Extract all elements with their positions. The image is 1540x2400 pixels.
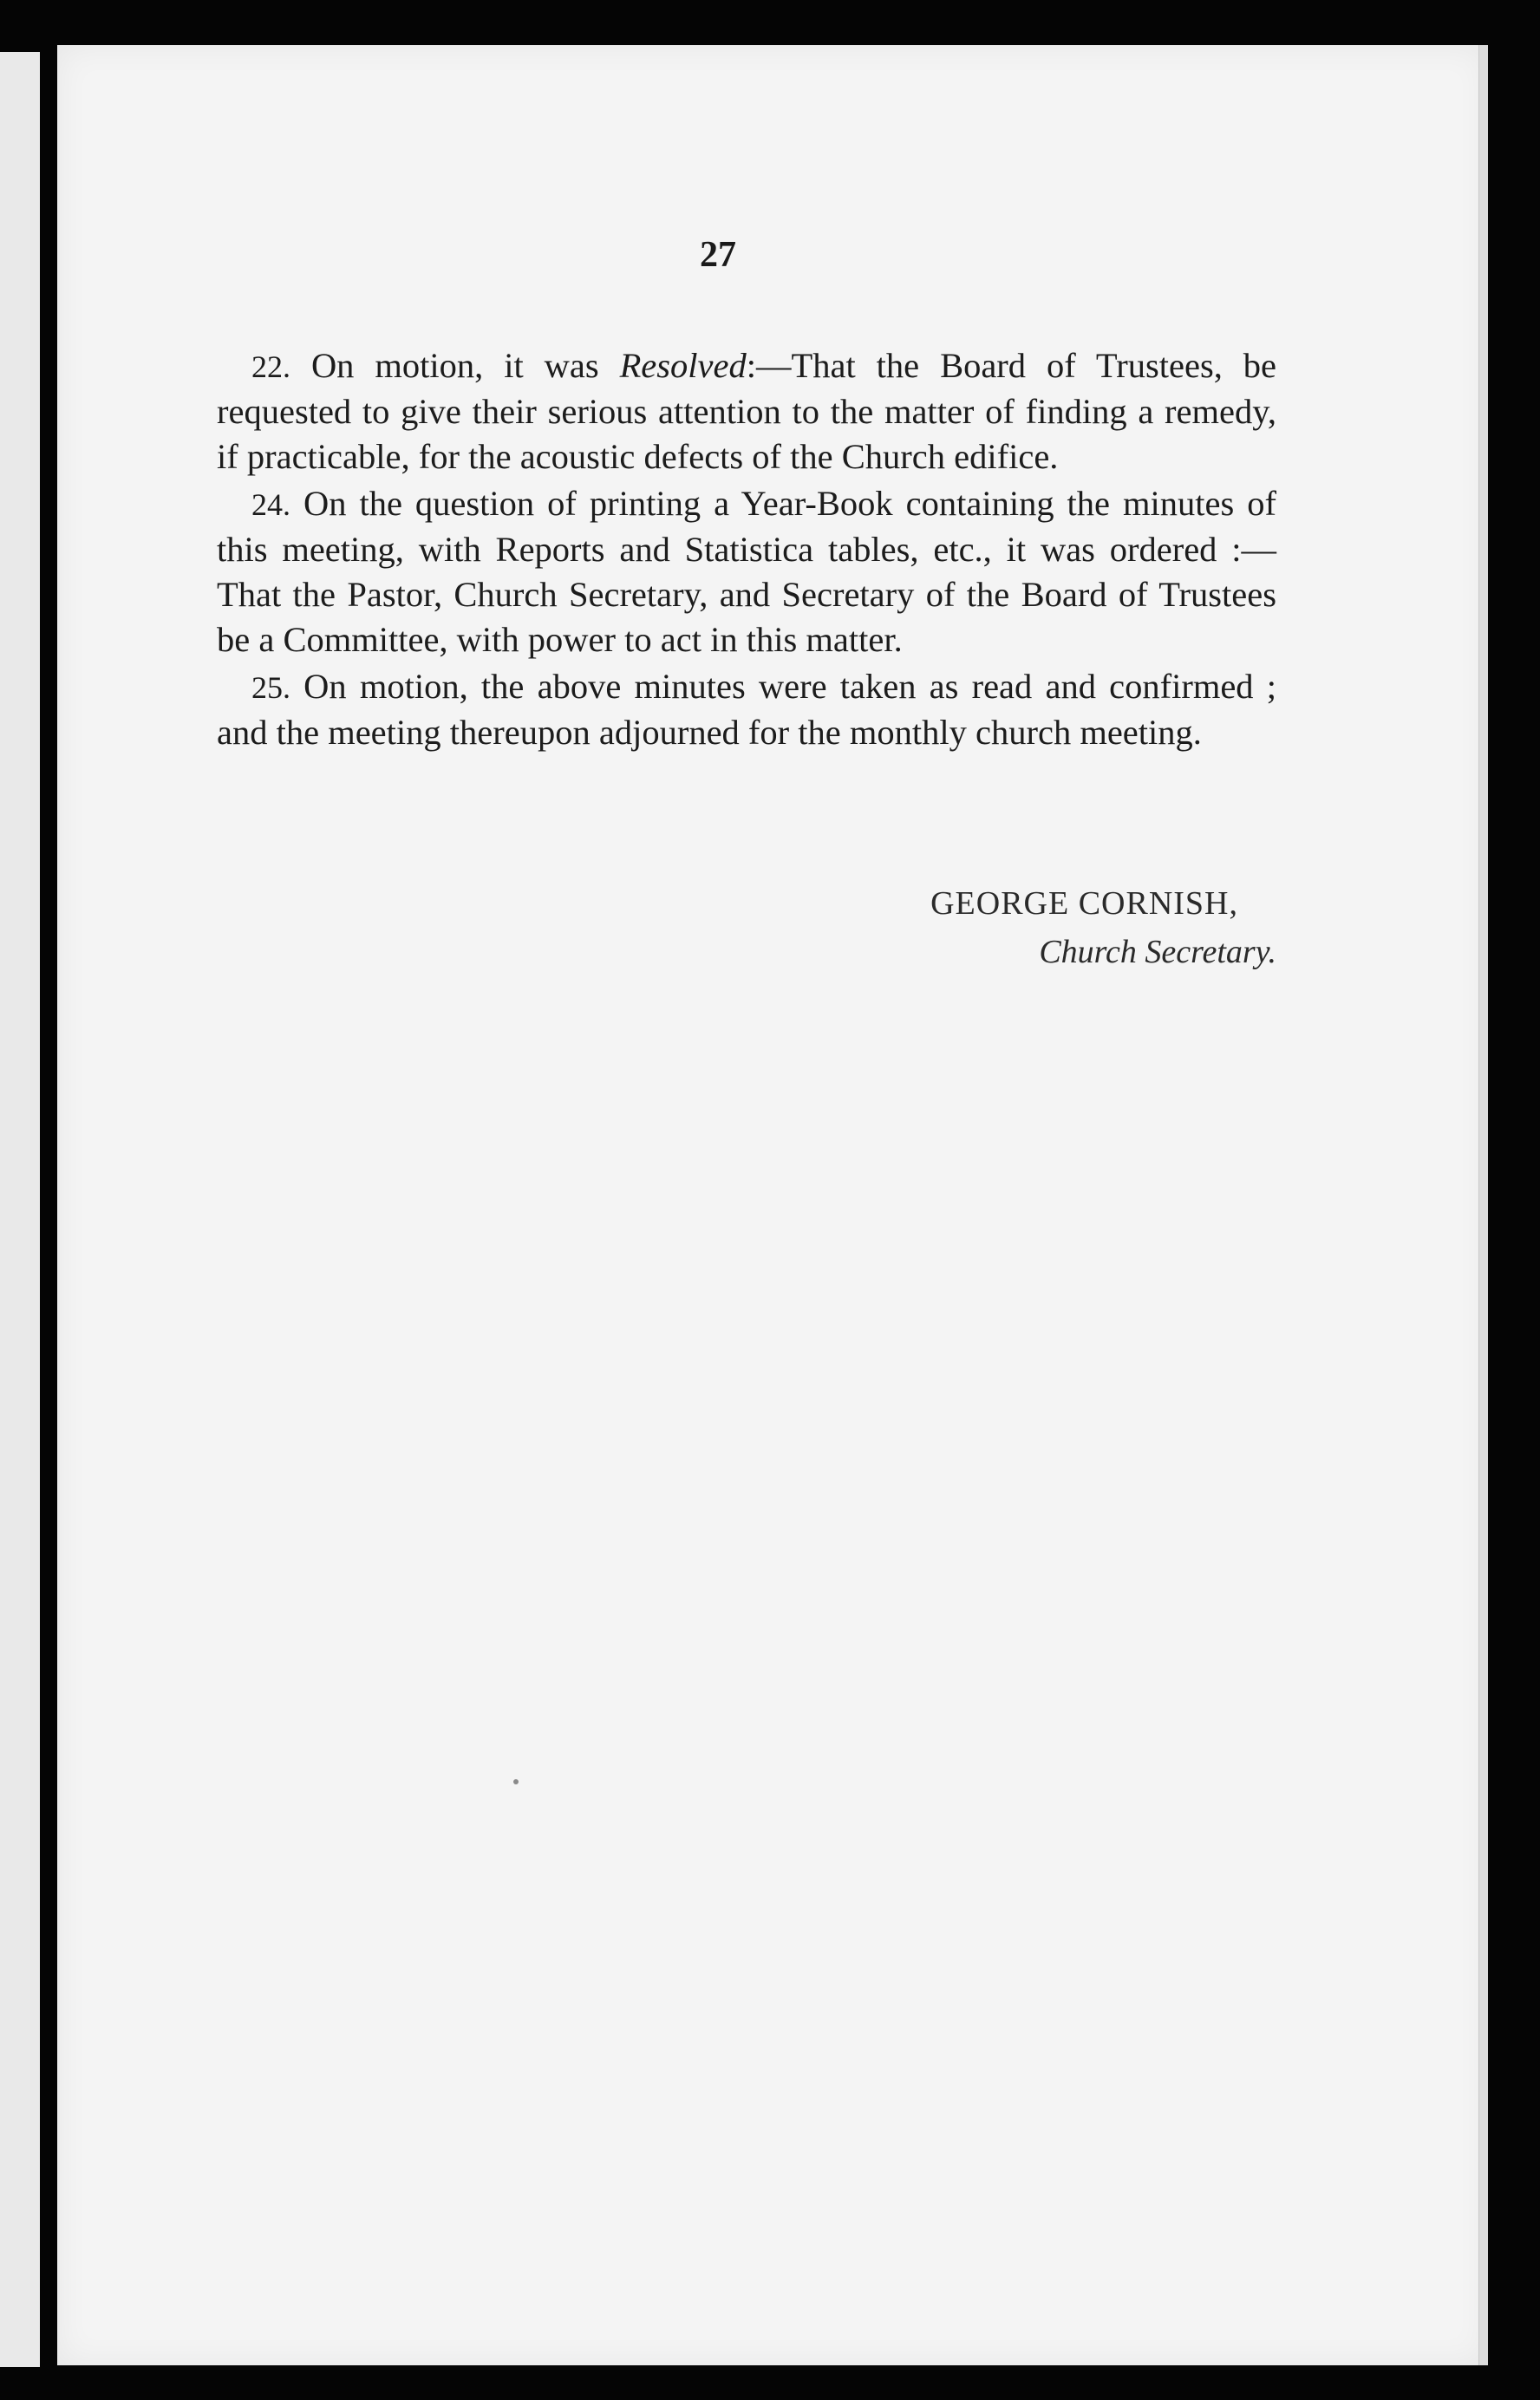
paragraph-text: On motion, the above minutes were taken as read and confirmed ; and the meeting thereupon adjourned for the monthly church meeting. <box>217 667 1276 752</box>
signatory-title: Church Secretary. <box>1039 934 1276 970</box>
paper-speck <box>513 1779 519 1784</box>
paragraph-text: :—That the Board of Trustees, be requested to give their serious attention to the matter of finding a remedy, if practicable, for the acoustic defects of the Church edifice. <box>217 346 1276 476</box>
left-page-edge <box>0 52 40 2367</box>
resolved-italic: Resolved <box>619 346 747 385</box>
page-right-edge <box>1478 45 1488 2365</box>
minutes-text <box>217 343 1276 757</box>
paragraph-24 <box>217 481 1276 662</box>
page-number: 27 <box>700 235 736 275</box>
paragraph-number: 25. <box>251 670 290 705</box>
paragraph-number: 22. <box>251 349 290 384</box>
paragraph-number: 24. <box>251 487 290 522</box>
paragraph-22 <box>217 343 1276 479</box>
paragraph-25 <box>217 664 1276 755</box>
signature-block <box>217 879 1276 976</box>
paragraph-text: On motion, it was <box>290 346 620 385</box>
signatory-name: GEORGE CORNISH, <box>930 885 1238 922</box>
book-page <box>57 45 1488 2365</box>
paragraph-text: On the question of printing a Year-Book containing the minutes of this meeting, with Reports and Statistica tables, etc., it was ordered :—That the Pastor, Church Secretary, and Secretary of the Board of Trustees be a Committee, with power to act in this matter. <box>217 484 1276 659</box>
